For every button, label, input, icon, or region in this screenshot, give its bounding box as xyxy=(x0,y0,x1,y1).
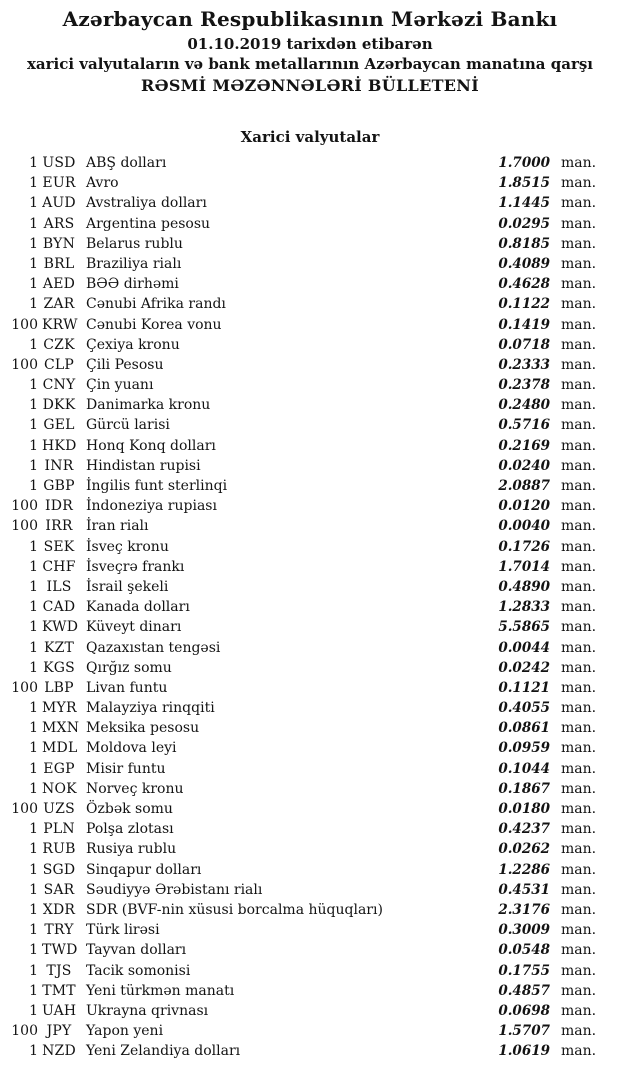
table-row xyxy=(0,395,597,415)
row-unit-label: man. xyxy=(561,1043,597,1060)
row-rate: 0.4055 xyxy=(498,700,550,717)
row-currency-code: XDR xyxy=(42,901,76,918)
row-quantity: 1 xyxy=(29,861,38,878)
table-row xyxy=(0,799,597,819)
row-quantity: 1 xyxy=(29,780,38,797)
row-rate: 0.8185 xyxy=(498,235,550,252)
row-currency-name: Yeni türkmən manatı xyxy=(86,982,235,999)
row-quantity: 1 xyxy=(29,155,38,171)
row-quantity: 1 xyxy=(29,942,38,959)
row-currency-name: Meksika pesosu xyxy=(86,720,200,737)
row-unit-label: man. xyxy=(561,175,597,192)
row-quantity: 1 xyxy=(29,1002,38,1019)
table-row xyxy=(0,476,597,496)
bulletin-title: RƏSMİ MƏZƏNNƏLƏRİ BÜLLETENİ xyxy=(140,76,480,95)
row-rate: 0.0120 xyxy=(498,498,550,515)
row-currency-code: PLN xyxy=(43,821,75,838)
table-row xyxy=(0,294,597,314)
row-quantity: 1 xyxy=(29,740,38,757)
row-unit-label: man. xyxy=(561,1023,597,1040)
row-currency-code: JPY xyxy=(46,1023,72,1040)
row-currency-code: AUD xyxy=(42,195,76,212)
row-unit-label: man. xyxy=(561,619,597,636)
row-rate: 1.7014 xyxy=(498,558,550,575)
row-currency-name: Argentina pesosu xyxy=(86,215,211,232)
row-unit-label: man. xyxy=(561,558,597,575)
row-currency-code: IDR xyxy=(45,498,73,515)
row-currency-code: TRY xyxy=(44,922,74,939)
row-quantity: 1 xyxy=(29,478,38,494)
row-currency-name: Yeni Zelandiya dolları xyxy=(86,1043,241,1060)
row-currency-code: GBP xyxy=(43,478,75,494)
row-quantity: 1 xyxy=(29,457,38,474)
row-unit-label: man. xyxy=(561,760,597,777)
row-rate: 1.1445 xyxy=(498,195,550,212)
row-currency-name: Çili Pesosu xyxy=(86,356,164,373)
row-quantity: 1 xyxy=(29,538,38,555)
row-currency-name: Braziliya rialı xyxy=(86,255,182,272)
row-currency-code: NOK xyxy=(42,780,77,797)
row-currency-name: Polşa zlotası xyxy=(86,821,174,838)
table-row xyxy=(0,415,597,435)
document-header xyxy=(0,6,620,96)
row-rate: 0.0262 xyxy=(498,841,550,858)
table-row xyxy=(0,981,597,1001)
row-quantity: 100 xyxy=(11,518,38,535)
row-quantity: 1 xyxy=(29,296,38,313)
effective-date-line: 01.10.2019 tarixdən etibarən xyxy=(187,35,433,53)
row-rate: 0.1755 xyxy=(498,962,550,979)
row-unit-label: man. xyxy=(561,498,597,515)
row-unit-label: man. xyxy=(561,578,597,595)
table-row xyxy=(0,940,597,960)
table-row xyxy=(0,355,597,375)
row-rate: 0.0548 xyxy=(498,942,550,959)
row-rate: 0.2333 xyxy=(498,356,550,373)
row-rate: 0.4890 xyxy=(498,578,550,595)
row-unit-label: man. xyxy=(561,659,597,676)
row-quantity: 100 xyxy=(11,498,38,515)
row-quantity: 1 xyxy=(29,417,38,434)
table-row xyxy=(0,678,597,698)
row-quantity: 1 xyxy=(29,700,38,717)
row-quantity: 1 xyxy=(29,599,38,616)
table-row xyxy=(0,193,597,213)
row-currency-name: Ukrayna qrivnası xyxy=(86,1002,209,1019)
table-row xyxy=(0,819,597,839)
row-currency-name: Küveyt dinarı xyxy=(86,619,182,636)
row-unit-label: man. xyxy=(561,801,597,817)
row-currency-code: MDL xyxy=(42,740,78,757)
row-quantity: 100 xyxy=(11,316,38,333)
row-currency-name: Belarus rublu xyxy=(86,235,183,252)
row-currency-name: Honq Konq dolları xyxy=(86,437,216,454)
row-currency-name: Çin yuanı xyxy=(86,377,154,394)
row-currency-name: Qırğız somu xyxy=(86,659,172,676)
row-currency-name: Danimarka kronu xyxy=(86,397,211,414)
row-currency-name: Cənubi Afrika randı xyxy=(86,296,226,313)
row-currency-name: İran rialı xyxy=(86,518,149,535)
row-rate: 0.0044 xyxy=(498,639,550,656)
row-currency-name: Moldova leyi xyxy=(86,740,177,757)
row-currency-code: USD xyxy=(42,155,76,171)
row-quantity: 1 xyxy=(29,377,38,394)
row-unit-label: man. xyxy=(561,679,597,696)
row-quantity: 1 xyxy=(29,901,38,918)
row-currency-code: CNY xyxy=(42,377,76,394)
row-currency-code: RUB xyxy=(42,841,76,858)
row-quantity: 1 xyxy=(29,841,38,858)
row-currency-code: TMT xyxy=(42,982,76,999)
row-currency-code: LBP xyxy=(44,679,74,696)
table-row xyxy=(0,738,597,758)
row-quantity: 1 xyxy=(29,962,38,979)
table-row xyxy=(0,315,597,335)
row-quantity: 1 xyxy=(29,255,38,272)
row-quantity: 1 xyxy=(29,619,38,636)
row-unit-label: man. xyxy=(561,639,597,656)
table-row xyxy=(0,638,597,658)
table-row xyxy=(0,759,597,779)
row-rate: 0.5716 xyxy=(498,417,550,434)
row-currency-code: CAD xyxy=(42,599,76,616)
row-unit-label: man. xyxy=(561,942,597,959)
row-currency-code: UAH xyxy=(42,1002,77,1019)
row-currency-code: NZD xyxy=(42,1043,76,1060)
table-row xyxy=(0,153,597,173)
table-row xyxy=(0,234,597,254)
row-rate: 0.4089 xyxy=(498,255,550,272)
table-row xyxy=(0,597,597,617)
row-currency-name: İsveçrə frankı xyxy=(86,558,185,575)
table-row xyxy=(0,173,597,193)
row-rate: 0.0240 xyxy=(498,457,550,474)
row-unit-label: man. xyxy=(561,276,597,293)
row-rate: 2.3176 xyxy=(498,901,550,918)
row-currency-code: MYR xyxy=(42,700,77,717)
row-currency-code: DKK xyxy=(42,397,76,414)
row-currency-code: SAR xyxy=(43,881,75,898)
row-rate: 0.2378 xyxy=(498,377,550,394)
currency-table xyxy=(0,153,620,1061)
row-unit-label: man. xyxy=(561,215,597,232)
table-row xyxy=(0,274,597,294)
row-unit-label: man. xyxy=(561,356,597,373)
row-currency-name: Hindistan rupisi xyxy=(86,457,201,474)
row-rate: 0.4857 xyxy=(498,982,550,999)
row-rate: 1.2286 xyxy=(498,861,550,878)
row-currency-code: AED xyxy=(42,276,76,293)
row-currency-name: İngilis funt sterlinqi xyxy=(86,478,228,494)
row-unit-label: man. xyxy=(561,397,597,414)
row-rate: 5.5865 xyxy=(498,619,550,636)
row-currency-name: Misir funtu xyxy=(86,760,166,777)
row-unit-label: man. xyxy=(561,255,597,272)
row-unit-label: man. xyxy=(561,538,597,555)
row-unit-label: man. xyxy=(561,780,597,797)
row-currency-code: GEL xyxy=(43,417,75,434)
row-unit-label: man. xyxy=(561,235,597,252)
table-row xyxy=(0,214,597,234)
row-currency-code: KZT xyxy=(43,639,75,656)
row-rate: 0.4531 xyxy=(498,881,550,898)
row-quantity: 1 xyxy=(29,336,38,353)
table-row xyxy=(0,1021,597,1041)
row-rate: 0.0698 xyxy=(498,1002,550,1019)
row-currency-code: BRL xyxy=(43,255,75,272)
row-unit-label: man. xyxy=(561,962,597,979)
row-currency-name: Qazaxıstan tengəsi xyxy=(86,639,221,656)
row-rate: 0.0718 xyxy=(498,336,550,353)
row-quantity: 100 xyxy=(11,679,38,696)
row-currency-name: Səudiyyə Ərəbistanı rialı xyxy=(86,881,263,898)
row-currency-code: UZS xyxy=(43,801,75,817)
row-currency-name: ABŞ dolları xyxy=(86,155,167,171)
table-row xyxy=(0,577,597,597)
row-rate: 1.5707 xyxy=(498,1023,550,1040)
row-currency-code: SEK xyxy=(43,538,75,555)
row-rate: 0.1419 xyxy=(498,316,550,333)
row-rate: 0.0242 xyxy=(498,659,550,676)
table-row xyxy=(0,537,597,557)
row-currency-code: ZAR xyxy=(43,296,75,313)
row-unit-label: man. xyxy=(561,336,597,353)
row-unit-label: man. xyxy=(561,377,597,394)
table-row xyxy=(0,617,597,637)
row-unit-label: man. xyxy=(561,881,597,898)
table-row xyxy=(0,375,597,395)
row-currency-name: Avstraliya dolları xyxy=(86,195,207,212)
row-rate: 0.1867 xyxy=(498,780,550,797)
row-rate: 0.3009 xyxy=(498,922,550,939)
row-currency-code: BYN xyxy=(42,235,76,252)
row-quantity: 1 xyxy=(29,235,38,252)
row-quantity: 1 xyxy=(29,215,38,232)
row-quantity: 1 xyxy=(29,659,38,676)
row-currency-name: Kanada dolları xyxy=(86,599,190,616)
row-quantity: 1 xyxy=(29,922,38,939)
row-currency-name: Özbək somu xyxy=(86,801,173,817)
row-currency-code: TJS xyxy=(46,962,72,979)
row-unit-label: man. xyxy=(561,316,597,333)
row-rate: 0.0861 xyxy=(498,720,550,737)
row-currency-name: Livan funtu xyxy=(86,679,168,696)
table-row xyxy=(0,860,597,880)
row-quantity: 1 xyxy=(29,982,38,999)
row-currency-name: Tayvan dolları xyxy=(86,942,187,959)
row-currency-code: KRW xyxy=(42,316,78,333)
row-quantity: 100 xyxy=(11,1023,38,1040)
row-currency-code: ILS xyxy=(46,578,72,595)
row-currency-name: Cənubi Korea vonu xyxy=(86,316,222,333)
row-rate: 0.0180 xyxy=(498,801,550,817)
table-row xyxy=(0,496,597,516)
row-rate: 0.0295 xyxy=(498,215,550,232)
table-row xyxy=(0,436,597,456)
row-rate: 1.2833 xyxy=(498,599,550,616)
table-row xyxy=(0,516,597,536)
table-row xyxy=(0,456,597,476)
row-quantity: 1 xyxy=(29,821,38,838)
row-currency-name: Çexiya kronu xyxy=(86,336,180,353)
row-currency-name: Sinqapur dolları xyxy=(86,861,202,878)
table-row xyxy=(0,1001,597,1021)
row-unit-label: man. xyxy=(561,437,597,454)
row-unit-label: man. xyxy=(561,478,597,494)
row-quantity: 1 xyxy=(29,437,38,454)
table-row xyxy=(0,658,597,678)
row-currency-code: MXN xyxy=(42,720,80,737)
row-unit-label: man. xyxy=(561,901,597,918)
row-quantity: 1 xyxy=(29,881,38,898)
row-currency-name: Türk lirəsi xyxy=(86,922,160,939)
row-quantity: 1 xyxy=(29,558,38,575)
row-unit-label: man. xyxy=(561,861,597,878)
bank-title: Azərbaycan Respublikasının Mərkəzi Bankı xyxy=(62,7,558,31)
row-quantity: 100 xyxy=(11,801,38,817)
row-currency-code: KGS xyxy=(43,659,75,676)
row-currency-code: CHF xyxy=(42,558,76,575)
row-unit-label: man. xyxy=(561,417,597,434)
row-rate: 0.1726 xyxy=(498,538,550,555)
row-currency-code: INR xyxy=(44,457,74,474)
table-row xyxy=(0,779,597,799)
row-unit-label: man. xyxy=(561,821,597,838)
row-quantity: 100 xyxy=(11,356,38,373)
table-row xyxy=(0,920,597,940)
row-currency-name: İsveç kronu xyxy=(86,538,169,555)
row-unit-label: man. xyxy=(561,296,597,313)
row-rate: 0.0959 xyxy=(498,740,550,757)
table-row xyxy=(0,900,597,920)
row-currency-code: EGP xyxy=(43,760,75,777)
row-currency-code: CZK xyxy=(43,336,75,353)
row-currency-code: ARS xyxy=(43,215,75,232)
row-currency-name: SDR (BVF-nin xüsusi borcalma hüquqları) xyxy=(86,901,383,918)
table-row xyxy=(0,335,597,355)
row-quantity: 1 xyxy=(29,276,38,293)
row-unit-label: man. xyxy=(561,155,597,171)
table-row xyxy=(0,961,597,981)
row-unit-label: man. xyxy=(561,740,597,757)
row-rate: 0.1121 xyxy=(498,679,550,696)
table-row xyxy=(0,698,597,718)
row-quantity: 1 xyxy=(29,175,38,192)
row-currency-code: TWD xyxy=(42,942,78,959)
row-currency-code: IRR xyxy=(45,518,73,535)
row-rate: 1.0619 xyxy=(498,1043,550,1060)
row-unit-label: man. xyxy=(561,720,597,737)
row-currency-name: BƏƏ dirhəmi xyxy=(86,276,179,293)
table-row xyxy=(0,839,597,859)
row-rate: 0.4628 xyxy=(498,276,550,293)
row-rate: 0.4237 xyxy=(498,821,550,838)
row-currency-name: Avro xyxy=(86,175,119,192)
subject-line: xarici valyutaların və bank metallarının Azərbaycan manatına qarşı xyxy=(26,55,594,73)
row-currency-name: Yapon yeni xyxy=(86,1023,164,1040)
row-currency-code: CLP xyxy=(43,356,75,373)
row-currency-code: HKD xyxy=(42,437,77,454)
row-unit-label: man. xyxy=(561,457,597,474)
row-currency-name: Malayziya rinqqiti xyxy=(86,700,215,717)
row-currency-name: İndoneziya rupiası xyxy=(86,498,217,515)
row-rate: 2.0887 xyxy=(498,478,550,494)
row-unit-label: man. xyxy=(561,195,597,212)
row-rate: 0.2169 xyxy=(498,437,550,454)
row-unit-label: man. xyxy=(561,841,597,858)
row-rate: 0.0040 xyxy=(498,518,550,535)
row-currency-name: Rusiya rublu xyxy=(86,841,177,858)
row-quantity: 1 xyxy=(29,639,38,656)
table-row xyxy=(0,880,597,900)
row-quantity: 1 xyxy=(29,720,38,737)
row-currency-name: Tacik somonisi xyxy=(86,962,191,979)
table-row xyxy=(0,254,597,274)
table-row xyxy=(0,1041,597,1061)
row-currency-name: Gürcü larisi xyxy=(86,417,170,434)
row-currency-name: İsrail şekeli xyxy=(86,578,169,595)
row-unit-label: man. xyxy=(561,518,597,535)
row-rate: 1.8515 xyxy=(498,175,550,192)
section-title-foreign-currencies: Xarici valyutalar xyxy=(240,128,380,146)
table-row xyxy=(0,557,597,577)
row-currency-code: EUR xyxy=(42,175,76,192)
row-currency-code: KWD xyxy=(42,619,79,636)
row-rate: 0.2480 xyxy=(498,397,550,414)
row-rate: 0.1044 xyxy=(498,760,550,777)
row-unit-label: man. xyxy=(561,1002,597,1019)
row-unit-label: man. xyxy=(561,700,597,717)
row-quantity: 1 xyxy=(29,1043,38,1060)
row-rate: 1.7000 xyxy=(498,155,550,171)
row-unit-label: man. xyxy=(561,982,597,999)
row-quantity: 1 xyxy=(29,195,38,212)
row-quantity: 1 xyxy=(29,760,38,777)
row-quantity: 1 xyxy=(29,578,38,595)
row-unit-label: man. xyxy=(561,599,597,616)
table-row xyxy=(0,718,597,738)
row-quantity: 1 xyxy=(29,397,38,414)
row-unit-label: man. xyxy=(561,922,597,939)
row-currency-code: SGD xyxy=(42,861,76,878)
row-rate: 0.1122 xyxy=(498,296,550,313)
row-currency-name: Norveç kronu xyxy=(86,780,184,797)
